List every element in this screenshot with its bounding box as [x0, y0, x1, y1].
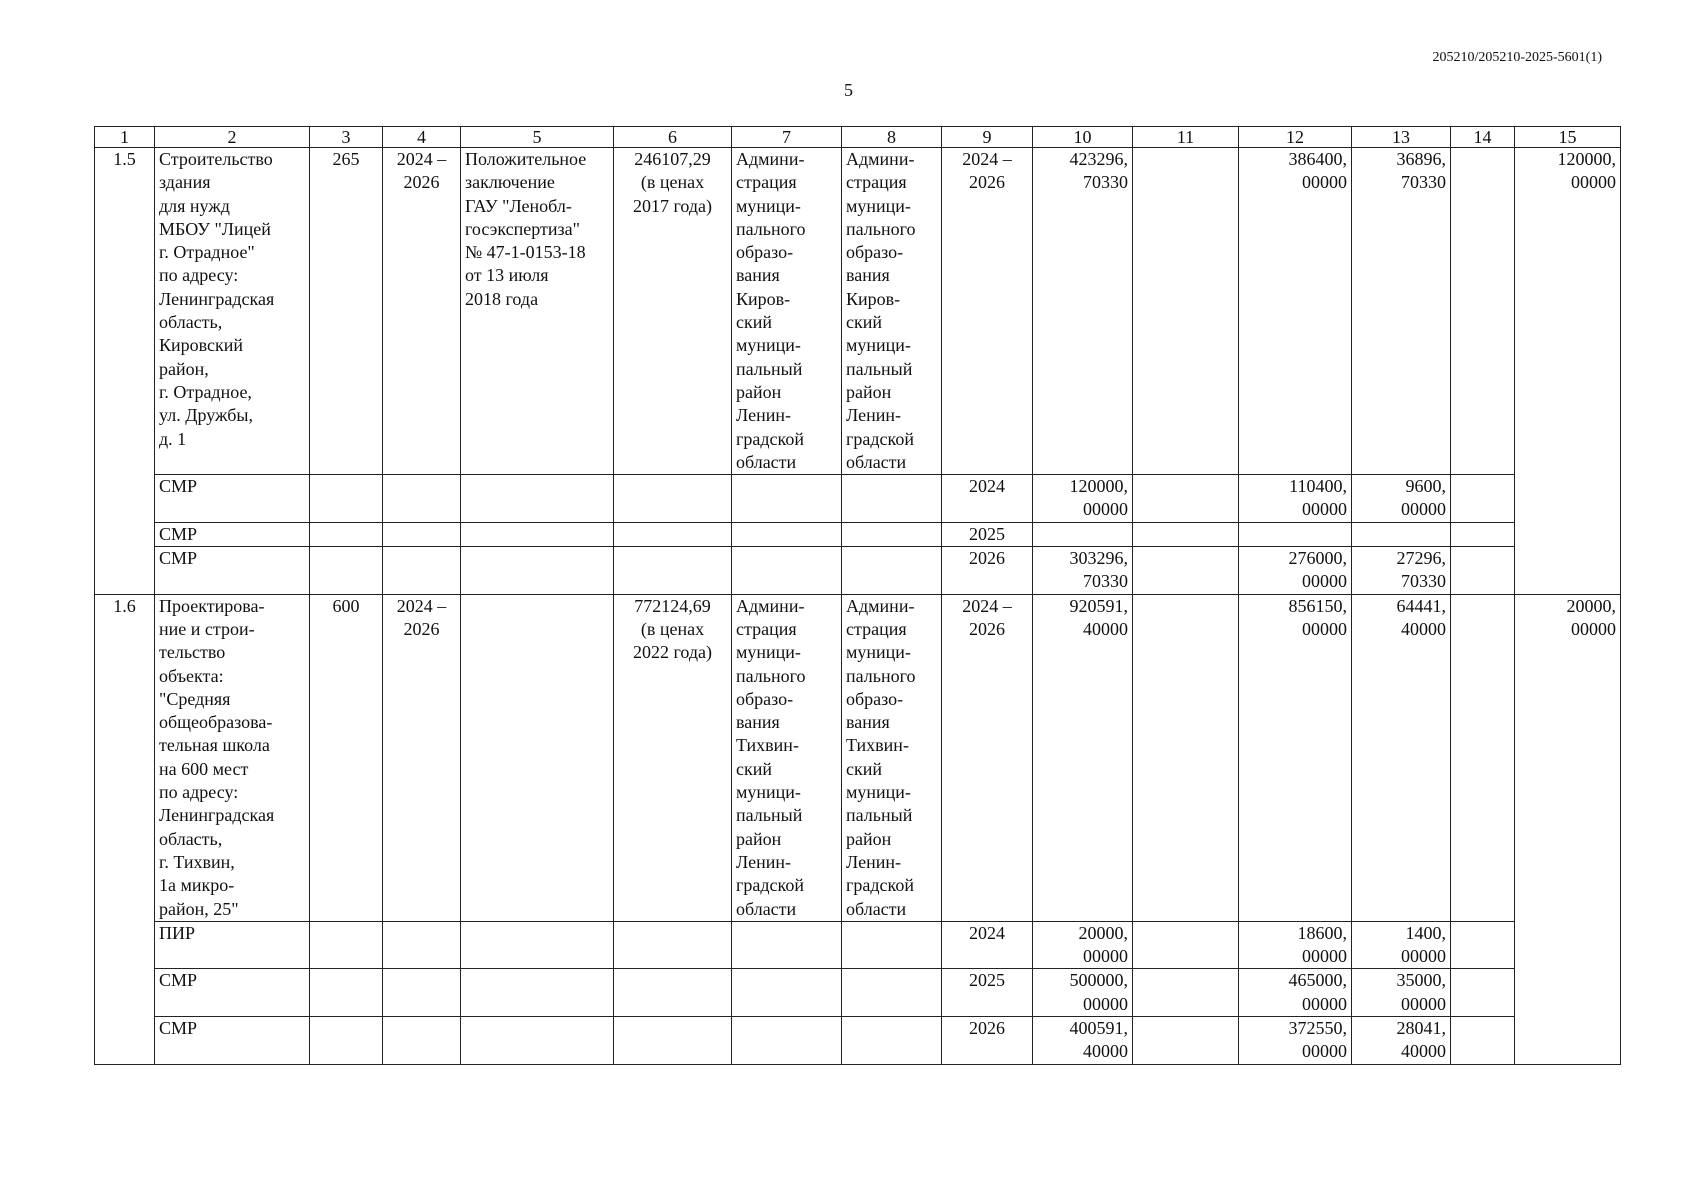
column-header: 11	[1133, 127, 1239, 148]
customer-cell: Админи- страция муници- пального образо- вания Киров- ский муници- пальный район Ленин- градской области	[732, 148, 842, 475]
column-header: 7	[732, 127, 842, 148]
period-cell: 2024 – 2026	[383, 148, 461, 475]
year-cell: 2026	[942, 1016, 1033, 1064]
empty-cell	[383, 969, 461, 1017]
total-cell: 303296, 70330	[1033, 547, 1133, 595]
developer-cell: Админи- страция муници- пального образо- вания Киров- ский муници- пальный район Ленин- градской области	[842, 148, 942, 475]
empty-cell	[95, 475, 155, 523]
year-cell: 2024	[942, 921, 1033, 969]
empty-cell	[842, 475, 942, 523]
page-number: 5	[844, 80, 853, 100]
value-cell: 372550, 00000	[1239, 1016, 1352, 1064]
total-cell: 20000, 00000	[1033, 921, 1133, 969]
empty-cell	[1451, 475, 1515, 523]
sub-row	[95, 921, 1621, 969]
year-cell: 2024 – 2026	[942, 148, 1033, 475]
empty-cell	[1133, 1016, 1239, 1064]
value-cell: 35000, 00000	[1352, 969, 1451, 1017]
empty-cell	[614, 522, 732, 546]
work-type-label: СМР	[155, 475, 310, 523]
document-id: 205210/205210-2025-5601(1)	[1432, 50, 1602, 65]
empty-cell	[614, 921, 732, 969]
value-cell: 110400, 00000	[1239, 475, 1352, 523]
empty-cell	[1451, 969, 1515, 1017]
estimated-cost-cell: 246107,29 (в ценах 2017 года)	[614, 148, 732, 475]
empty-cell	[732, 969, 842, 1017]
empty-cell	[1515, 547, 1621, 595]
empty-cell	[310, 475, 383, 523]
capacity-cell: 265	[310, 148, 383, 475]
empty-cell	[1515, 522, 1621, 546]
column-header: 13	[1352, 127, 1451, 148]
empty-cell	[1515, 475, 1621, 523]
object-name: Проектирова- ние и строи- тельство объекта: "Средняя общеобразова- тельная школа на 600 мест по адресу: Ленинградская область, г. Тихвин, 1а микро- район, 25"	[155, 594, 310, 921]
header-row	[95, 127, 1621, 148]
expertise-cell	[461, 594, 614, 921]
value-cell: 64441, 40000	[1352, 594, 1451, 921]
empty-cell	[732, 547, 842, 595]
empty-cell	[1451, 547, 1515, 595]
value-cell: 856150, 00000	[1239, 594, 1352, 921]
table-row	[95, 148, 1621, 475]
year-cell: 2026	[942, 547, 1033, 595]
value-cell: 27296, 70330	[1352, 547, 1451, 595]
sub-row	[95, 475, 1621, 523]
empty-cell	[383, 921, 461, 969]
empty-cell	[1451, 921, 1515, 969]
empty-cell	[614, 475, 732, 523]
empty-cell	[461, 969, 614, 1017]
capacity-cell: 600	[310, 594, 383, 921]
empty-cell	[383, 547, 461, 595]
empty-cell	[732, 475, 842, 523]
empty-cell	[842, 969, 942, 1017]
developer-cell: Админи- страция муници- пального образо- вания Тихвин- ский муници- пальный район Ленин- градской области	[842, 594, 942, 921]
column-header: 8	[842, 127, 942, 148]
work-type-label: СМР	[155, 1016, 310, 1064]
total-cell: 400591, 40000	[1033, 1016, 1133, 1064]
value-cell	[1133, 594, 1239, 921]
empty-cell	[732, 921, 842, 969]
empty-cell	[1515, 969, 1621, 1017]
value-cell	[1451, 148, 1515, 475]
sub-row	[95, 1016, 1621, 1064]
expertise-cell: Положительное заключение ГАУ "Ленобл- госэкспертиза" № 47-1-0153-18 от 13 июля 2018 года	[461, 148, 614, 475]
empty-cell	[1133, 921, 1239, 969]
value-cell: 9600, 00000	[1352, 475, 1451, 523]
empty-cell	[461, 547, 614, 595]
table-row	[95, 594, 1621, 921]
total-cell: 423296, 70330	[1033, 148, 1133, 475]
year-cell: 2025	[942, 969, 1033, 1017]
empty-cell	[1133, 522, 1239, 546]
empty-cell	[1451, 522, 1515, 546]
empty-cell	[1133, 969, 1239, 1017]
estimated-cost-cell: 772124,69 (в ценах 2022 года)	[614, 594, 732, 921]
empty-cell	[383, 522, 461, 546]
empty-cell	[732, 522, 842, 546]
empty-cell	[1133, 547, 1239, 595]
sub-row	[95, 969, 1621, 1017]
empty-cell	[1515, 921, 1621, 969]
customer-cell: Админи- страция муници- пального образо- вания Тихвин- ский муници- пальный район Ленин- градской области	[732, 594, 842, 921]
empty-cell	[310, 1016, 383, 1064]
column-header: 4	[383, 127, 461, 148]
column-header: 15	[1515, 127, 1621, 148]
column-header: 6	[614, 127, 732, 148]
value-cell: 18600, 00000	[1239, 921, 1352, 969]
empty-cell	[732, 1016, 842, 1064]
work-type-label: СМР	[155, 547, 310, 595]
total-cell: 920591, 40000	[1033, 594, 1133, 921]
empty-cell	[95, 522, 155, 546]
row-number: 1.6	[95, 594, 155, 921]
value-cell: 1400, 00000	[1352, 921, 1451, 969]
total-cell: 120000, 00000	[1033, 475, 1133, 523]
empty-cell	[95, 1016, 155, 1064]
column-header: 5	[461, 127, 614, 148]
empty-cell	[1133, 475, 1239, 523]
empty-cell	[461, 475, 614, 523]
empty-cell	[95, 547, 155, 595]
value-cell: 28041, 40000	[1352, 1016, 1451, 1064]
column-header: 12	[1239, 127, 1352, 148]
empty-cell	[1515, 1016, 1621, 1064]
empty-cell	[383, 475, 461, 523]
value-cell: 276000, 00000	[1239, 547, 1352, 595]
column-header: 1	[95, 127, 155, 148]
total-cell: 500000, 00000	[1033, 969, 1133, 1017]
empty-cell	[614, 1016, 732, 1064]
value-cell	[1352, 522, 1451, 546]
sub-row	[95, 522, 1621, 546]
value-cell	[1133, 148, 1239, 475]
row-number: 1.5	[95, 148, 155, 475]
empty-cell	[95, 969, 155, 1017]
year-cell: 2024 – 2026	[942, 594, 1033, 921]
value-cell: 465000, 00000	[1239, 969, 1352, 1017]
empty-cell	[310, 969, 383, 1017]
empty-cell	[461, 921, 614, 969]
data-table	[94, 126, 1621, 1065]
column-header: 3	[310, 127, 383, 148]
total-cell	[1033, 522, 1133, 546]
empty-cell	[842, 547, 942, 595]
column-header: 2	[155, 127, 310, 148]
value-cell	[1451, 594, 1515, 921]
empty-cell	[842, 522, 942, 546]
empty-cell	[842, 921, 942, 969]
work-type-label: СМР	[155, 969, 310, 1017]
year-cell: 2024	[942, 475, 1033, 523]
period-cell: 2024 – 2026	[383, 594, 461, 921]
column-header: 9	[942, 127, 1033, 148]
empty-cell	[1451, 1016, 1515, 1064]
sub-row	[95, 547, 1621, 595]
value-cell: 386400, 00000	[1239, 148, 1352, 475]
value-cell: 120000, 00000	[1515, 148, 1621, 475]
empty-cell	[310, 547, 383, 595]
value-cell: 20000, 00000	[1515, 594, 1621, 921]
empty-cell	[95, 921, 155, 969]
empty-cell	[842, 1016, 942, 1064]
empty-cell	[614, 547, 732, 595]
value-cell: 36896, 70330	[1352, 148, 1451, 475]
value-cell	[1239, 522, 1352, 546]
column-header: 14	[1451, 127, 1515, 148]
empty-cell	[310, 522, 383, 546]
year-cell: 2025	[942, 522, 1033, 546]
empty-cell	[614, 969, 732, 1017]
column-header: 10	[1033, 127, 1133, 148]
empty-cell	[383, 1016, 461, 1064]
empty-cell	[310, 921, 383, 969]
empty-cell	[461, 1016, 614, 1064]
work-type-label: ПИР	[155, 921, 310, 969]
empty-cell	[461, 522, 614, 546]
work-type-label: СМР	[155, 522, 310, 546]
object-name: Строительство здания для нужд МБОУ "Лицей г. Отрадное" по адресу: Ленинградская область, Кировский район, г. Отрадное, ул. Дружбы, д. 1	[155, 148, 310, 475]
